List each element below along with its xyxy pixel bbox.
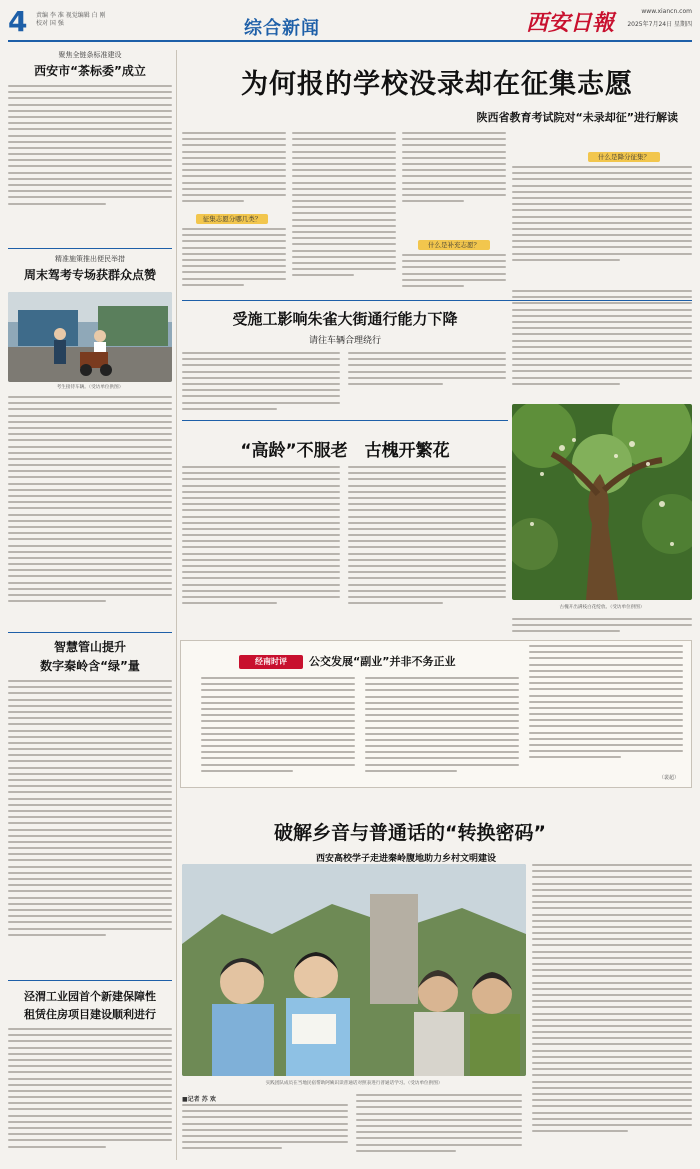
article-body <box>8 1028 172 1166</box>
commentary-box <box>180 640 692 788</box>
subhead-categories: 征集志愿分哪几类？ <box>196 214 268 224</box>
dialect-body-3 <box>532 864 692 1162</box>
commentary-byline: （裴超） <box>658 775 679 781</box>
tree-body-3 <box>512 618 692 636</box>
article-title-line1: 泾渭工业园首个新建保障性 <box>24 990 156 1003</box>
commentary-body-1 <box>201 677 355 781</box>
article-title-line2: 租赁住房项目建设顺利进行 <box>24 1008 156 1021</box>
article-body <box>8 396 172 626</box>
article-traffic <box>182 308 508 346</box>
website-url[interactable]: www.xiancn.com <box>641 8 692 15</box>
dialect-body-2 <box>356 1094 522 1162</box>
article-subtitle: 西安高校学子走进秦岭腹地助力乡村文明建设 <box>316 854 497 864</box>
article-title: “高龄”不服老 古槐开繁花 <box>240 441 450 461</box>
column-divider <box>176 50 177 1160</box>
article-title: 破解乡音与普通话的“转换密码” <box>274 822 546 844</box>
photo-caption: 实践团队成员在当地民宿帮助阿姨识读普通话对照表进行普通话学习。（受访单位供图） <box>265 1081 443 1086</box>
commentary-title: 公交发展“副业”并非不务正业 <box>309 655 456 668</box>
masthead <box>8 6 692 42</box>
lead-body-col3b <box>402 254 506 298</box>
article-smart-mountain <box>8 638 172 962</box>
divider <box>182 420 508 421</box>
article-kicker: 精准施策推出便民举措 <box>55 255 125 263</box>
article-body <box>8 85 172 223</box>
commentary-tag: 经南时评 <box>239 655 303 669</box>
photo-caption: 考生接待车辆。（受访单位供图） <box>56 385 124 390</box>
article-title: 受施工影响朱雀大街通行能力下降 <box>232 310 458 328</box>
newspaper-logo: 西安日報 <box>526 10 615 36</box>
lead-body-col1 <box>182 132 286 212</box>
article-title-line1: 智慧管山提升 <box>53 640 126 654</box>
traffic-body-2 <box>348 352 506 394</box>
divider <box>8 248 172 249</box>
page-number: 4 <box>8 5 28 38</box>
editor-credits: 责编 李 准 视觉编辑 白 刚 校对 国 强 <box>36 12 106 27</box>
lead-title: 为何报的学校没录却在征集志愿 <box>241 69 633 100</box>
commentary-body-2 <box>365 677 519 781</box>
commentary-body-3 <box>529 645 683 769</box>
tree-body-2 <box>348 466 506 626</box>
lead-body-col3 <box>402 132 506 210</box>
lead-body-col1b <box>182 228 286 298</box>
lead-article <box>182 62 692 125</box>
article-subtitle: 请往车辆合理绕行 <box>308 336 381 346</box>
old-tree-photo <box>512 404 692 600</box>
article-driving-test <box>8 254 172 283</box>
lead-subtitle: 陕西省教育考试院对“未录却征”进行解读 <box>476 111 678 124</box>
dialect-photo <box>182 864 526 1076</box>
traffic-body-1 <box>182 352 340 418</box>
tree-body-1 <box>182 466 340 626</box>
driving-test-photo <box>8 292 172 382</box>
article-tea-standards <box>8 50 172 223</box>
subhead-supplement: 什么是补充志愿？ <box>418 240 490 250</box>
divider <box>8 980 172 981</box>
photo-caption: 古槐开出满枝白花绽放。（受访单位供图） <box>559 605 645 610</box>
section-title: 综合新闻 <box>244 18 320 39</box>
issue-date: 2025年7月24日 星期四 <box>627 21 692 28</box>
article-title-line2: 数字秦岭含“绿”量 <box>40 659 140 673</box>
lead-body-col4 <box>512 166 692 278</box>
lead-body-col2 <box>292 132 396 298</box>
dialect-body-1 <box>182 1104 348 1162</box>
reporter-byline: ■记者 苏 欢 <box>182 1096 216 1103</box>
divider <box>8 632 172 633</box>
traffic-body-3 <box>512 290 692 398</box>
article-dialect <box>182 818 692 864</box>
subhead-lower-score: 什么是降分征集？ <box>588 152 660 162</box>
article-body <box>8 680 172 962</box>
article-title: 周末驾考专场获群众点赞 <box>23 268 156 282</box>
article-old-tree <box>182 436 508 461</box>
article-housing-project <box>8 988 172 1166</box>
article-title: 西安市“茶标委”成立 <box>34 64 146 78</box>
article-kicker: 聚焦全链条标准建设 <box>58 51 122 59</box>
